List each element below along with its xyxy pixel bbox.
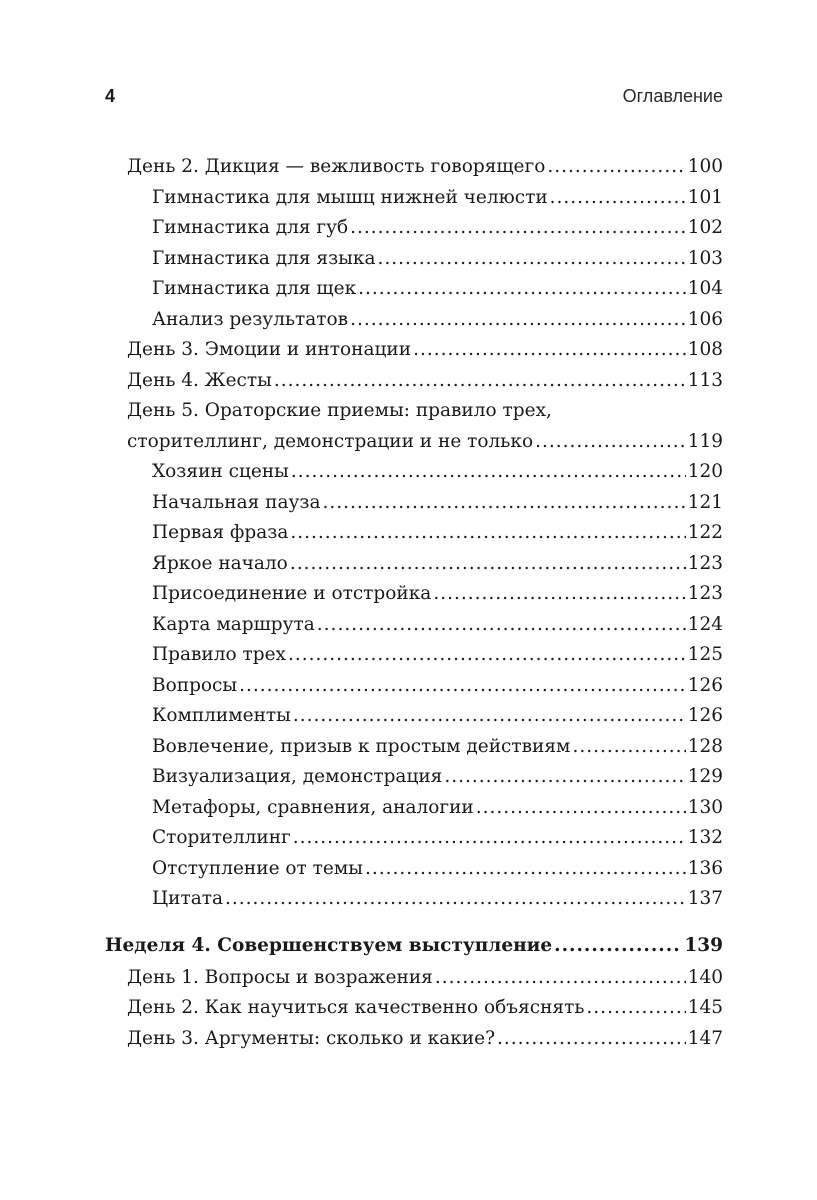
toc-entry-title: Начальная пауза xyxy=(152,491,321,513)
toc-entry-page: 113 xyxy=(687,369,723,391)
toc-entry-title: Комплименты xyxy=(152,705,291,726)
toc-entry-title: Сторителлинг xyxy=(152,827,291,848)
toc-entry-page: 106 xyxy=(687,308,723,330)
toc-entry-page: 126 xyxy=(687,705,723,726)
toc-entry-page: 108 xyxy=(687,339,723,360)
toc-leader-dots xyxy=(239,671,686,702)
toc-entry[interactable] xyxy=(105,244,723,275)
toc-entry[interactable] xyxy=(105,274,723,305)
toc-entry[interactable] xyxy=(105,793,723,824)
toc-entry-page: 128 xyxy=(687,735,723,757)
toc-entry-title: Яркое начало xyxy=(152,552,288,574)
toc-entry-title: Присоединение и отстройка xyxy=(152,583,432,604)
toc-entry-title: Хозяин сцены xyxy=(152,461,289,482)
toc-entry-title: День 2. Как научиться качественно объяснять xyxy=(127,997,585,1018)
toc-entry-title: День 3. Аргументы: сколько и какие? xyxy=(127,1027,496,1049)
chapter-title: Оглавление xyxy=(622,86,723,106)
toc-entry-page: 103 xyxy=(687,247,723,269)
toc-leader-dots xyxy=(378,244,686,275)
toc-entry-page: 123 xyxy=(687,552,723,574)
toc-leader-dots xyxy=(291,457,686,488)
toc-entry-page: 121 xyxy=(687,491,723,513)
toc-entry-page: 120 xyxy=(687,461,723,482)
toc-entry-title: Анализ результатов xyxy=(152,308,349,330)
toc-leader-dots xyxy=(317,610,686,641)
toc-entry-title: День 3. Эмоции и интонации xyxy=(127,339,412,360)
toc-entry-title: Цитата xyxy=(152,888,223,909)
toc-entry-title: Гимнастика для языка xyxy=(152,247,376,269)
toc-leader-dots xyxy=(365,854,686,885)
toc-entry[interactable] xyxy=(105,671,723,702)
toc-entry-page: 126 xyxy=(687,674,723,696)
toc-entry-page: 147 xyxy=(687,1027,723,1049)
toc-entry-title: Визуализация, демонстрация xyxy=(152,766,443,787)
toc-entry-page: 125 xyxy=(687,644,723,665)
toc-leader-dots xyxy=(476,793,686,824)
toc-entry[interactable] xyxy=(105,732,723,763)
toc-entry-page: 124 xyxy=(687,613,723,635)
toc-leader-dots xyxy=(288,640,686,671)
toc-entry[interactable] xyxy=(105,366,723,397)
toc-entry-page: 101 xyxy=(687,186,723,208)
toc-entry[interactable] xyxy=(105,701,723,732)
toc-entry[interactable] xyxy=(105,152,723,183)
toc-entry-title: Гимнастика для мышц нижней челюсти xyxy=(152,186,548,208)
toc-entry[interactable] xyxy=(105,305,723,336)
toc-leader-dots xyxy=(535,427,686,458)
toc-entry-title: День 1. Вопросы и возражения xyxy=(127,966,433,988)
toc-entry[interactable] xyxy=(105,335,723,366)
toc-entry[interactable] xyxy=(105,823,723,854)
toc-week-page: 139 xyxy=(684,934,723,956)
toc-entry-page: 132 xyxy=(687,827,723,848)
toc-leader-dots xyxy=(290,518,685,549)
toc-entry-title: Гимнастика для губ xyxy=(152,217,349,238)
toc-leader-dots xyxy=(293,701,686,732)
toc-entry-title: Первая фраза xyxy=(152,522,289,543)
toc-entry-page: 100 xyxy=(687,156,723,177)
toc-entry[interactable] xyxy=(105,1024,723,1055)
toc-entry-page: 140 xyxy=(687,966,723,988)
toc-entry-page: 102 xyxy=(687,217,723,238)
toc-entry-title: День 4. Жесты xyxy=(127,369,272,391)
toc-leader-dots xyxy=(444,762,685,793)
toc-leader-dots xyxy=(547,152,685,183)
toc-leader-dots xyxy=(350,213,686,244)
toc-leader-dots xyxy=(435,963,686,994)
toc-leader-dots xyxy=(586,993,685,1024)
toc-entry[interactable] xyxy=(105,963,723,994)
toc-entry[interactable] xyxy=(105,762,723,793)
toc-leader-dots xyxy=(413,335,686,366)
toc-entry-page: 122 xyxy=(687,522,723,543)
toc-week-title: Неделя 4. Совершенствуем выступление xyxy=(105,934,553,956)
toc-entry-title: Вопросы xyxy=(152,674,238,696)
toc-entry-title: Правило трех xyxy=(152,644,286,665)
toc-entry-title: Гимнастика для щек xyxy=(152,278,357,299)
toc-entry[interactable] xyxy=(105,854,723,885)
toc-leader-dots xyxy=(358,274,686,305)
toc-entry-page: 130 xyxy=(687,796,723,818)
toc-entry[interactable] xyxy=(105,579,723,610)
toc-leader-dots xyxy=(293,823,686,854)
toc-entry[interactable] xyxy=(105,884,723,915)
toc-entry-page: 136 xyxy=(687,857,723,879)
toc-leader-dots xyxy=(323,488,686,519)
toc-entry-page: 145 xyxy=(687,997,723,1018)
toc-entry-title: Карта маршрута xyxy=(152,613,315,635)
toc-entry[interactable] xyxy=(105,183,723,214)
toc-entry[interactable] xyxy=(105,518,723,549)
toc-entry-page: 104 xyxy=(687,278,723,299)
toc-leader-dots xyxy=(433,579,685,610)
toc-leader-dots xyxy=(225,884,686,915)
toc-entry[interactable] xyxy=(105,213,723,244)
toc-leader-dots xyxy=(290,549,686,580)
toc-leader-dots xyxy=(497,1024,686,1055)
toc-entry[interactable] xyxy=(105,488,723,519)
toc-entry[interactable] xyxy=(105,640,723,671)
toc-entry-title: сторителлинг, демонстрации и не только xyxy=(127,430,534,452)
toc-entry-title-line1: День 5. Ораторские приемы: правило трех, xyxy=(127,400,552,421)
toc-leader-dots xyxy=(274,366,686,397)
toc-entry-title: Метафоры, сравнения, аналогии xyxy=(152,796,474,818)
toc-week-entry[interactable] xyxy=(105,929,723,963)
toc-entry[interactable] xyxy=(105,993,723,1024)
toc-entry-page: 129 xyxy=(687,766,723,787)
toc-entry-title: День 2. Дикция — вежливость говорящего xyxy=(127,156,546,177)
toc-entry-title: Отступление от темы xyxy=(152,857,363,879)
toc-entry-page: 123 xyxy=(687,583,723,604)
table-of-contents xyxy=(105,152,723,1054)
toc-leader-dots xyxy=(550,183,686,214)
toc-entry-page: 119 xyxy=(687,430,723,452)
toc-leader-dots xyxy=(572,732,685,763)
toc-leader-dots xyxy=(554,929,682,963)
toc-entry[interactable] xyxy=(105,457,723,488)
toc-entry[interactable] xyxy=(105,610,723,641)
toc-entry-page: 137 xyxy=(687,888,723,909)
toc-leader-dots xyxy=(350,305,686,336)
page-number: 4 xyxy=(105,86,116,106)
toc-entry-title: Вовлечение, призыв к простым действиям xyxy=(152,735,571,757)
toc-entry[interactable] xyxy=(105,396,723,457)
running-head xyxy=(105,86,723,110)
toc-entry[interactable] xyxy=(105,549,723,580)
